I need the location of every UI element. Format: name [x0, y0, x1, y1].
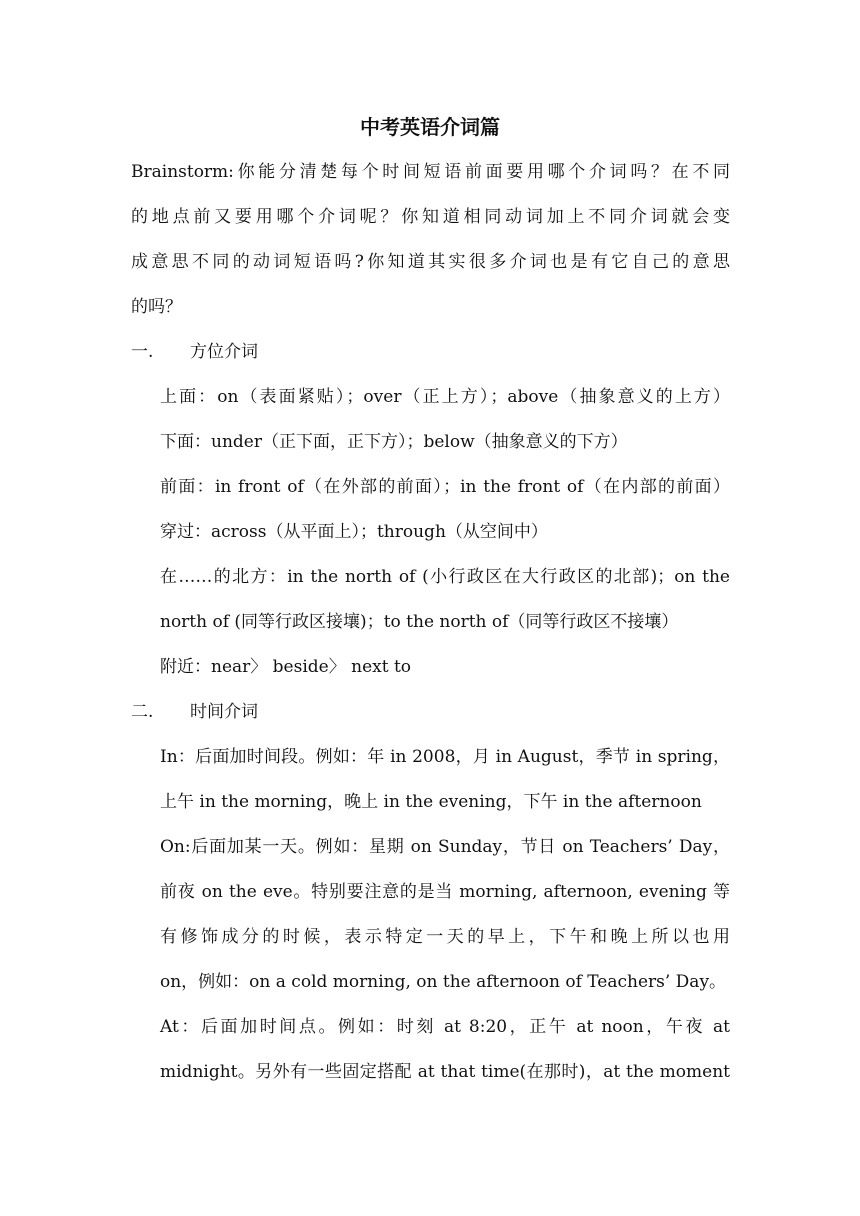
section1-line-2: 下面：under（正下面，正下方）；below（抽象意义的下方） — [160, 432, 628, 452]
intro-line-2: 的地点前又要用哪个介词呢？你知道相同动词加上不同介词就会变 — [131, 207, 730, 227]
section2-line-2: 上午 in the morning，晚上 in the evening，下午 in the afternoon — [160, 792, 702, 812]
page-title: 中考英语介词篇 — [360, 115, 500, 139]
section-title: 方位介词 — [190, 342, 258, 362]
section1-line-1: 上面：on（表面紧贴）；over（正上方）；above（抽象意义的上方） — [160, 387, 730, 407]
section2-line-1: In：后面加时间段。例如：年 in 2008，月 in August，季节 in spring， — [160, 747, 730, 767]
section2-line-3: On:后面加某一天。例如：星期 on Sunday，节日 on Teachers’ Day， — [160, 837, 730, 857]
section1-line-4: 穿过：across（从平面上）；through（从空间中） — [160, 522, 548, 542]
section-number: 一. — [131, 342, 154, 362]
intro-line-3: 成意思不同的动词短语吗?你知道其实很多介词也是有它自己的意思 — [131, 252, 730, 272]
section2-line-8: midnight。另外有一些固定搭配 at that time(在那时)，at the moment — [160, 1062, 730, 1082]
intro-line-1: Brainstorm:你能分清楚每个时间短语前面要用哪个介词吗？在不同 — [131, 162, 730, 182]
section2-line-5: 有修饰成分的时候，表示特定一天的早上，下午和晚上所以也用 — [160, 927, 730, 947]
section-number: 二. — [131, 702, 154, 722]
intro-line-4: 的吗？ — [131, 297, 182, 317]
section-title: 时间介词 — [190, 702, 258, 722]
section1-line-6: north of (同等行政区接壤)；to the north of（同等行政区不接壤） — [160, 612, 679, 632]
section2-line-7: At：后面加时间点。例如：时刻 at 8:20，正午 at noon，午夜 at — [160, 1017, 730, 1037]
section1-line-7: 附近：near〉 beside〉 next to — [160, 657, 412, 677]
section1-line-3: 前面：in front of（在外部的前面）；in the front of（在内部的前面） — [160, 477, 730, 497]
section1-line-5: 在……的北方：in the north of (小行政区在大行政区的北部)；on the — [160, 567, 730, 587]
section2-line-6: on，例如：on a cold morning, on the afternoon of Teachers’ Day。 — [160, 972, 727, 992]
section2-line-4: 前夜 on the eve。特别要注意的是当 morning, afternoon, evening 等 — [160, 882, 730, 902]
